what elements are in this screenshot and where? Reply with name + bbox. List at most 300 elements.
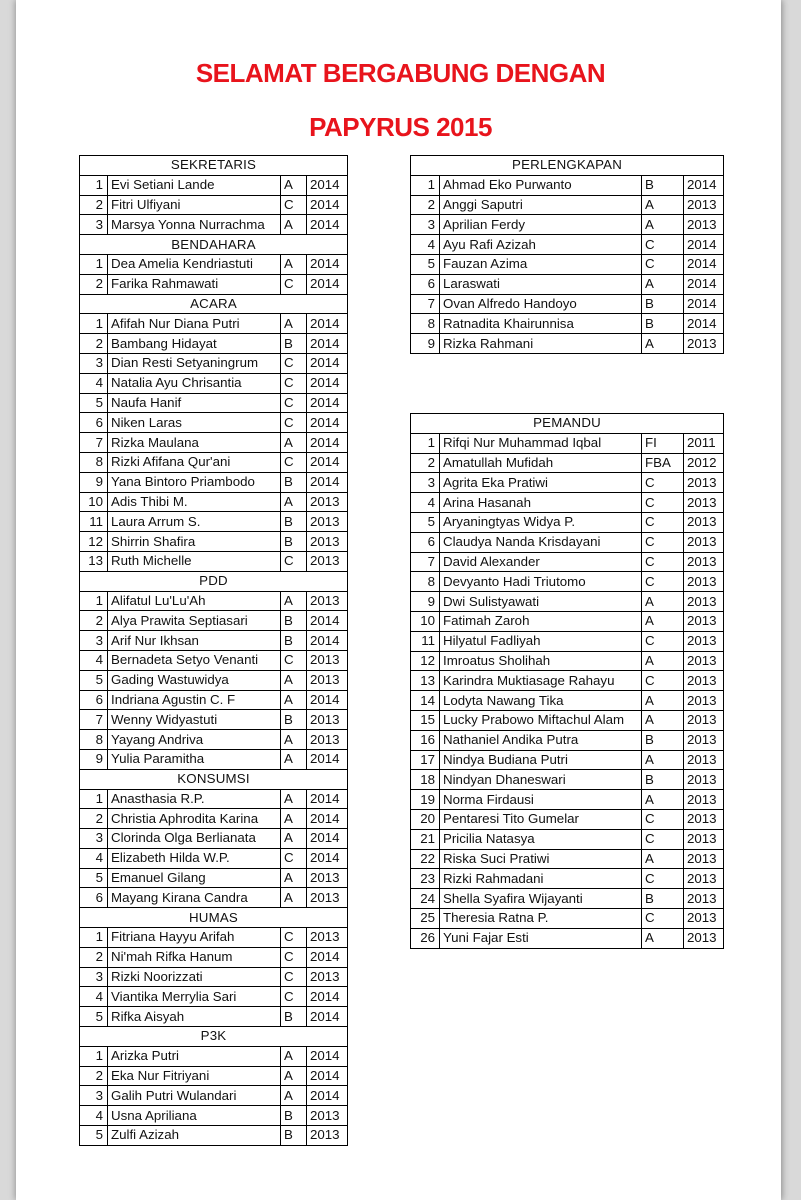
class-code: A — [642, 195, 684, 215]
section-header-row — [80, 571, 348, 591]
member-name: Indriana Agustin C. F — [108, 690, 281, 710]
year: 2013 — [307, 532, 348, 552]
member-name: Lodyta Nawang Tika — [440, 691, 642, 711]
document-subtitle: PAPYRUS 2015 — [309, 112, 492, 142]
class-code: A — [642, 750, 684, 770]
row-number: 16 — [411, 730, 440, 750]
table-row — [80, 749, 348, 769]
table-row — [411, 512, 724, 532]
class-code: B — [281, 1007, 307, 1027]
row-number: 5 — [80, 868, 108, 888]
year: 2013 — [307, 650, 348, 670]
member-name: Nathaniel Andika Putra — [440, 730, 642, 750]
member-name: Fatimah Zaroh — [440, 611, 642, 631]
member-name: Mayang Kirana Candra — [108, 888, 281, 908]
member-name: Riska Suci Pratiwi — [440, 849, 642, 869]
year: 2013 — [684, 552, 724, 572]
row-number: 6 — [80, 888, 108, 908]
member-name: Laura Arrum S. — [108, 512, 281, 532]
row-number: 15 — [411, 710, 440, 730]
table-row — [80, 274, 348, 294]
year: 2014 — [307, 631, 348, 651]
row-number: 3 — [411, 473, 440, 493]
year: 2014 — [307, 749, 348, 769]
row-number: 22 — [411, 849, 440, 869]
table-row — [80, 334, 348, 354]
class-code: C — [642, 671, 684, 691]
table-row — [80, 393, 348, 413]
table-row — [411, 631, 724, 651]
class-code: C — [281, 947, 307, 967]
table-row — [411, 433, 724, 453]
year: 2014 — [307, 472, 348, 492]
row-number: 19 — [411, 790, 440, 810]
row-number: 5 — [80, 393, 108, 413]
row-number: 14 — [411, 691, 440, 711]
class-code: A — [281, 690, 307, 710]
class-code: B — [281, 512, 307, 532]
table-row — [80, 591, 348, 611]
perlengkapan-table — [410, 155, 724, 354]
member-name: Clorinda Olga Berlianata — [108, 829, 281, 849]
table-row — [411, 671, 724, 691]
class-code: A — [281, 492, 307, 512]
year: 2013 — [684, 671, 724, 691]
member-name: Fauzan Azima — [440, 254, 642, 274]
section-header: KONSUMSI — [80, 769, 348, 789]
row-number: 5 — [80, 670, 108, 690]
row-number: 2 — [80, 611, 108, 631]
row-number: 6 — [80, 690, 108, 710]
member-name: Galih Putri Wulandari — [108, 1086, 281, 1106]
member-name: Shella Syafira Wijayanti — [440, 889, 642, 909]
class-code: FBA — [642, 453, 684, 473]
document-title: SELAMAT BERGABUNG DENGAN — [195, 58, 606, 88]
class-code: A — [642, 611, 684, 631]
class-code: A — [281, 254, 307, 274]
section-header: BENDAHARA — [80, 235, 348, 255]
table-row — [411, 334, 724, 354]
committee-table-left — [79, 155, 348, 1146]
member-name: Ovan Alfredo Handoyo — [440, 294, 642, 314]
table-row — [80, 710, 348, 730]
member-name: Marsya Yonna Nurrachma — [108, 215, 281, 235]
row-number: 4 — [411, 493, 440, 513]
class-code: B — [642, 889, 684, 909]
row-number: 11 — [411, 631, 440, 651]
row-number: 1 — [80, 175, 108, 195]
year: 2014 — [307, 690, 348, 710]
class-code: A — [281, 1046, 307, 1066]
class-code: A — [642, 710, 684, 730]
table-row — [411, 235, 724, 255]
year: 2013 — [684, 592, 724, 612]
table-row — [80, 789, 348, 809]
year: 2014 — [307, 789, 348, 809]
class-code: C — [281, 967, 307, 987]
class-code: B — [642, 294, 684, 314]
year: 2013 — [684, 572, 724, 592]
table-row — [411, 710, 724, 730]
member-name: Arizka Putri — [108, 1046, 281, 1066]
section-header-row — [411, 156, 724, 176]
year: 2014 — [307, 611, 348, 631]
member-name: Laraswati — [440, 274, 642, 294]
member-name: Rifka Aisyah — [108, 1007, 281, 1027]
row-number: 26 — [411, 928, 440, 948]
year: 2013 — [684, 889, 724, 909]
row-number: 18 — [411, 770, 440, 790]
member-name: Fitri Ulfiyani — [108, 195, 281, 215]
class-code: C — [281, 195, 307, 215]
class-code: B — [281, 1126, 307, 1146]
class-code: B — [281, 472, 307, 492]
table-row — [80, 1106, 348, 1126]
row-number: 17 — [411, 750, 440, 770]
class-code: A — [281, 829, 307, 849]
member-name: Dea Amelia Kendriastuti — [108, 254, 281, 274]
row-number: 23 — [411, 869, 440, 889]
class-code: C — [642, 809, 684, 829]
row-number: 7 — [80, 433, 108, 453]
member-name: Pricilia Natasya — [440, 829, 642, 849]
year: 2014 — [307, 809, 348, 829]
section-header: PDD — [80, 571, 348, 591]
class-code: A — [642, 790, 684, 810]
member-name: Imroatus Sholihah — [440, 651, 642, 671]
year: 2014 — [307, 254, 348, 274]
year: 2013 — [684, 710, 724, 730]
table-row — [411, 809, 724, 829]
member-name: Anasthasia R.P. — [108, 789, 281, 809]
year: 2014 — [307, 393, 348, 413]
table-row — [80, 413, 348, 433]
class-code: C — [642, 908, 684, 928]
class-code: A — [642, 849, 684, 869]
year: 2014 — [684, 254, 724, 274]
row-number: 5 — [411, 254, 440, 274]
member-name: Rizka Rahmani — [440, 334, 642, 354]
table-row — [411, 691, 724, 711]
table-row — [80, 512, 348, 532]
year: 2013 — [307, 967, 348, 987]
year: 2013 — [684, 473, 724, 493]
year: 2013 — [307, 1126, 348, 1146]
table-row — [80, 928, 348, 948]
class-code: A — [642, 928, 684, 948]
pemandu-table — [410, 413, 724, 949]
member-name: Afifah Nur Diana Putri — [108, 314, 281, 334]
class-code: A — [281, 888, 307, 908]
row-number: 2 — [80, 334, 108, 354]
row-number: 10 — [80, 492, 108, 512]
table-row — [411, 175, 724, 195]
member-name: Shirrin Shafira — [108, 532, 281, 552]
class-code: C — [281, 452, 307, 472]
section-header-row — [80, 294, 348, 314]
year: 2014 — [307, 1007, 348, 1027]
member-name: Rizki Noorizzati — [108, 967, 281, 987]
member-name: Elizabeth Hilda W.P. — [108, 848, 281, 868]
member-name: Pentaresi Tito Gumelar — [440, 809, 642, 829]
row-number: 1 — [80, 314, 108, 334]
row-number: 8 — [411, 314, 440, 334]
class-code: C — [642, 869, 684, 889]
year: 2014 — [307, 334, 348, 354]
table-row — [411, 294, 724, 314]
table-row — [411, 592, 724, 612]
row-number: 2 — [80, 809, 108, 829]
member-name: Ruth Michelle — [108, 551, 281, 571]
year: 2014 — [307, 947, 348, 967]
table-row — [80, 492, 348, 512]
row-number: 4 — [80, 1106, 108, 1126]
section-header: ACARA — [80, 294, 348, 314]
table-row — [80, 670, 348, 690]
class-code: C — [281, 393, 307, 413]
row-number: 1 — [80, 1046, 108, 1066]
table-row — [411, 849, 724, 869]
row-number: 24 — [411, 889, 440, 909]
member-name: Agrita Eka Pratiwi — [440, 473, 642, 493]
member-name: Hilyatul Fadliyah — [440, 631, 642, 651]
row-number: 2 — [80, 1066, 108, 1086]
class-code: B — [281, 532, 307, 552]
class-code: C — [281, 987, 307, 1007]
table-row — [411, 532, 724, 552]
year: 2014 — [684, 314, 724, 334]
year: 2014 — [307, 1086, 348, 1106]
year: 2014 — [307, 195, 348, 215]
table-row — [411, 572, 724, 592]
class-code: C — [642, 493, 684, 513]
table-row — [80, 868, 348, 888]
year: 2013 — [307, 710, 348, 730]
class-code: C — [281, 928, 307, 948]
section-header-row — [80, 769, 348, 789]
member-name: Yuni Fajar Esti — [440, 928, 642, 948]
year: 2013 — [684, 512, 724, 532]
year: 2014 — [307, 452, 348, 472]
table-row — [411, 493, 724, 513]
member-name: Zulfi Azizah — [108, 1126, 281, 1146]
table-row — [80, 987, 348, 1007]
year: 2013 — [684, 869, 724, 889]
class-code: A — [281, 789, 307, 809]
table-row — [80, 848, 348, 868]
member-name: David Alexander — [440, 552, 642, 572]
class-code: C — [281, 650, 307, 670]
class-code: C — [281, 413, 307, 433]
table-row — [80, 1066, 348, 1086]
class-code: A — [281, 749, 307, 769]
member-name: Farika Rahmawati — [108, 274, 281, 294]
class-code: A — [281, 314, 307, 334]
member-name: Usna Apriliana — [108, 1106, 281, 1126]
year: 2014 — [684, 175, 724, 195]
class-code: A — [281, 1066, 307, 1086]
class-code: B — [281, 611, 307, 631]
member-name: Arif Nur Ikhsan — [108, 631, 281, 651]
year: 2013 — [684, 829, 724, 849]
year: 2013 — [684, 532, 724, 552]
row-number: 2 — [80, 947, 108, 967]
class-code: A — [642, 651, 684, 671]
year: 2014 — [684, 294, 724, 314]
row-number: 4 — [80, 650, 108, 670]
section-header-row — [80, 1027, 348, 1047]
class-code: B — [642, 730, 684, 750]
row-number: 10 — [411, 611, 440, 631]
member-name: Ayu Rafi Azizah — [440, 235, 642, 255]
row-number: 2 — [411, 453, 440, 473]
row-number: 9 — [80, 749, 108, 769]
year: 2014 — [307, 215, 348, 235]
table-row — [411, 651, 724, 671]
table-row — [80, 888, 348, 908]
row-number: 7 — [80, 710, 108, 730]
row-number: 13 — [80, 551, 108, 571]
row-number: 9 — [411, 592, 440, 612]
year: 2013 — [684, 928, 724, 948]
year: 2013 — [684, 849, 724, 869]
year: 2013 — [307, 928, 348, 948]
row-number: 7 — [411, 552, 440, 572]
section-header-row — [80, 908, 348, 928]
table-row — [80, 730, 348, 750]
member-name: Norma Firdausi — [440, 790, 642, 810]
year: 2013 — [684, 730, 724, 750]
year: 2013 — [307, 730, 348, 750]
section-header: PEMANDU — [411, 414, 724, 434]
member-name: Ratnadita Khairunnisa — [440, 314, 642, 334]
year: 2013 — [684, 493, 724, 513]
class-code: B — [281, 334, 307, 354]
row-number: 8 — [80, 730, 108, 750]
table-row — [80, 1126, 348, 1146]
class-code: A — [642, 274, 684, 294]
row-number: 1 — [80, 789, 108, 809]
member-name: Theresia Ratna P. — [440, 908, 642, 928]
member-name: Emanuel Gilang — [108, 868, 281, 888]
member-name: Amatullah Mufidah — [440, 453, 642, 473]
year: 2014 — [307, 1066, 348, 1086]
table-row — [411, 730, 724, 750]
year: 2013 — [684, 691, 724, 711]
year: 2012 — [684, 453, 724, 473]
year: 2013 — [307, 1106, 348, 1126]
table-row — [80, 947, 348, 967]
table-row — [80, 1086, 348, 1106]
class-code: B — [281, 1106, 307, 1126]
table-row — [80, 472, 348, 492]
year: 2011 — [684, 433, 724, 453]
class-code: FI — [642, 433, 684, 453]
year: 2013 — [307, 591, 348, 611]
section-header: PERLENGKAPAN — [411, 156, 724, 176]
table-row — [411, 611, 724, 631]
row-number: 9 — [80, 472, 108, 492]
section-header-row — [80, 156, 348, 176]
class-code: A — [281, 670, 307, 690]
row-number: 2 — [411, 195, 440, 215]
member-name: Ahmad Eko Purwanto — [440, 175, 642, 195]
class-code: C — [642, 572, 684, 592]
row-number: 5 — [80, 1126, 108, 1146]
row-number: 3 — [80, 1086, 108, 1106]
row-number: 4 — [80, 987, 108, 1007]
table-row — [411, 254, 724, 274]
section-header: P3K — [80, 1027, 348, 1047]
row-number: 3 — [80, 829, 108, 849]
member-name: Yulia Paramitha — [108, 749, 281, 769]
class-code: A — [281, 591, 307, 611]
table-row — [411, 889, 724, 909]
row-number: 8 — [411, 572, 440, 592]
member-name: Dian Resti Setyaningrum — [108, 353, 281, 373]
class-code: A — [281, 1086, 307, 1106]
year: 2013 — [684, 908, 724, 928]
member-name: Bambang Hidayat — [108, 334, 281, 354]
year: 2014 — [307, 433, 348, 453]
year: 2013 — [684, 750, 724, 770]
row-number: 2 — [80, 274, 108, 294]
row-number: 2 — [80, 195, 108, 215]
table-row — [80, 373, 348, 393]
member-name: Ni'mah Rifka Hanum — [108, 947, 281, 967]
table-row — [80, 631, 348, 651]
member-name: Naufa Hanif — [108, 393, 281, 413]
table-row — [80, 433, 348, 453]
member-name: Lucky Prabowo Miftachul Alam — [440, 710, 642, 730]
section-header: SEKRETARIS — [80, 156, 348, 176]
table-row — [411, 453, 724, 473]
table-row — [411, 215, 724, 235]
year: 2013 — [307, 868, 348, 888]
year: 2014 — [307, 848, 348, 868]
class-code: C — [281, 551, 307, 571]
class-code: B — [642, 314, 684, 334]
row-number: 3 — [80, 967, 108, 987]
class-code: C — [642, 552, 684, 572]
row-number: 6 — [411, 532, 440, 552]
year: 2014 — [307, 314, 348, 334]
class-code: A — [642, 215, 684, 235]
member-name: Karindra Muktiasage Rahayu — [440, 671, 642, 691]
class-code: A — [642, 691, 684, 711]
row-number: 12 — [411, 651, 440, 671]
class-code: B — [642, 770, 684, 790]
row-number: 21 — [411, 829, 440, 849]
class-code: A — [281, 809, 307, 829]
table-row — [411, 314, 724, 334]
row-number: 4 — [80, 373, 108, 393]
row-number: 6 — [411, 274, 440, 294]
member-name: Niken Laras — [108, 413, 281, 433]
year: 2013 — [307, 551, 348, 571]
row-number: 25 — [411, 908, 440, 928]
table-row — [80, 809, 348, 829]
member-name: Viantika Merrylia Sari — [108, 987, 281, 1007]
member-name: Rizki Rahmadani — [440, 869, 642, 889]
class-code: C — [642, 512, 684, 532]
row-number: 11 — [80, 512, 108, 532]
section-header-row — [80, 235, 348, 255]
table-row — [411, 908, 724, 928]
member-name: Yana Bintoro Priambodo — [108, 472, 281, 492]
row-number: 3 — [80, 353, 108, 373]
year: 2013 — [684, 651, 724, 671]
